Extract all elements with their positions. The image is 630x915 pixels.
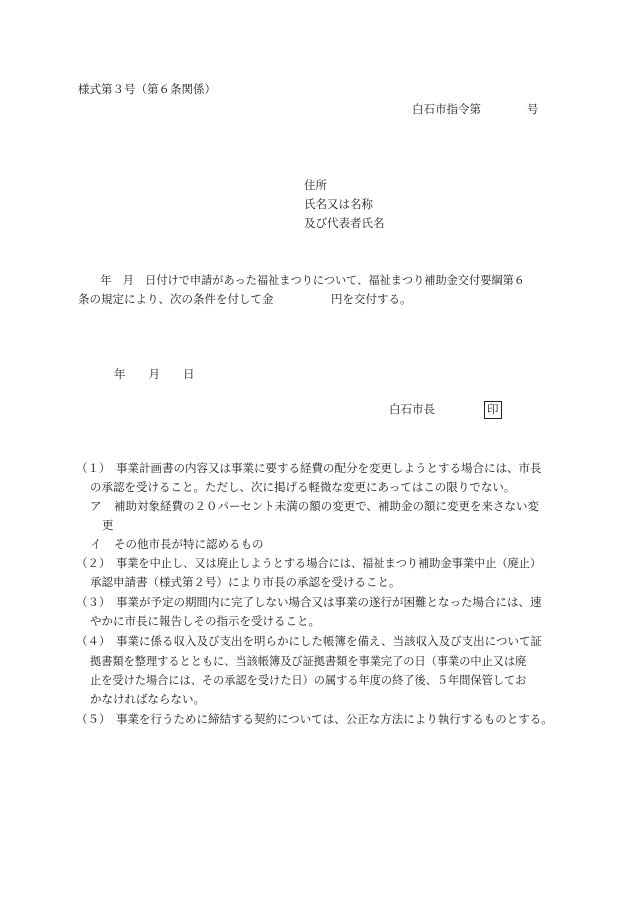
condition-1-num: （１） <box>76 461 111 475</box>
condition-3-line-2: やかに市長に報告しその指示を受けること。 <box>90 614 320 628</box>
condition-i-line-1: その他市長が特に認めるもの <box>114 537 264 551</box>
condition-2-line-1: 事業を中止し、又は廃止しようとする場合には、福祉まつり補助金事業中止（廃止） <box>116 557 542 570</box>
condition-4-num: （４） <box>76 634 111 648</box>
representative-label: 及び代表者氏名 <box>304 216 385 230</box>
condition-5-num: （５） <box>76 712 111 726</box>
body-line-2: 条の規定により、次の条件を付して金 円を交付する。 <box>78 292 412 306</box>
condition-2-num: （２） <box>76 556 111 570</box>
condition-4-line-4: かなければならない。 <box>90 692 205 706</box>
condition-4-line-1: 事業に係る収入及び支出を明らかにした帳簿を備え、当該収入及び支出について証 <box>116 634 542 648</box>
condition-4-line-2: 拠書類を整理するとともに、当該帳簿及び証拠書類を事業完了の日（事業の中止又は廃 <box>90 655 527 668</box>
body-line-1: 年 月 日付けで申請があった福祉まつりについて、福祉まつり補助金交付要綱第６ <box>78 274 525 287</box>
order-number: 白石市指令第 号 <box>412 102 539 116</box>
condition-5-line-1: 事業を行うために締結する契約については、公正な方法により執行するものとする。 <box>116 712 553 726</box>
date-line: 年 月 日 <box>114 367 195 381</box>
address-label: 住所 <box>304 178 327 192</box>
form-title: 様式第３号（第６条関係） <box>78 82 216 96</box>
condition-3-num: （３） <box>76 595 111 609</box>
seal-stamp: 印 <box>484 401 502 419</box>
condition-a-line-2: 更 <box>102 518 114 532</box>
condition-1-line-1: 事業計画書の内容又は事業に要する経費の配分を変更しようとする場合には、市長 <box>116 461 542 475</box>
condition-4-line-3: 止を受けた場合には、その承認を受けた日）の属する年度の終了後、５年間保管してお <box>90 674 527 687</box>
condition-a-line-1: 補助対象経費の２０パーセント未満の額の変更で、補助金の額に変更を来さない変 <box>114 499 540 513</box>
condition-3-line-1: 事業が予定の期間内に完了しない場合又は事業の遂行が困難となった場合には、速 <box>116 595 542 609</box>
condition-1-line-2: の承認を受けること。ただし、次に掲げる軽微な変更にあってはこの限りでない。 <box>90 480 516 494</box>
condition-2-line-2: 承認申請書（様式第２号）により市長の承認を受けること。 <box>90 575 401 589</box>
condition-a-num: ア <box>90 499 102 513</box>
condition-i-num: イ <box>90 537 102 551</box>
seal-mark <box>482 401 502 419</box>
name-label: 氏名又は名称 <box>304 197 373 211</box>
signature-title: 白石市長 <box>389 402 435 416</box>
